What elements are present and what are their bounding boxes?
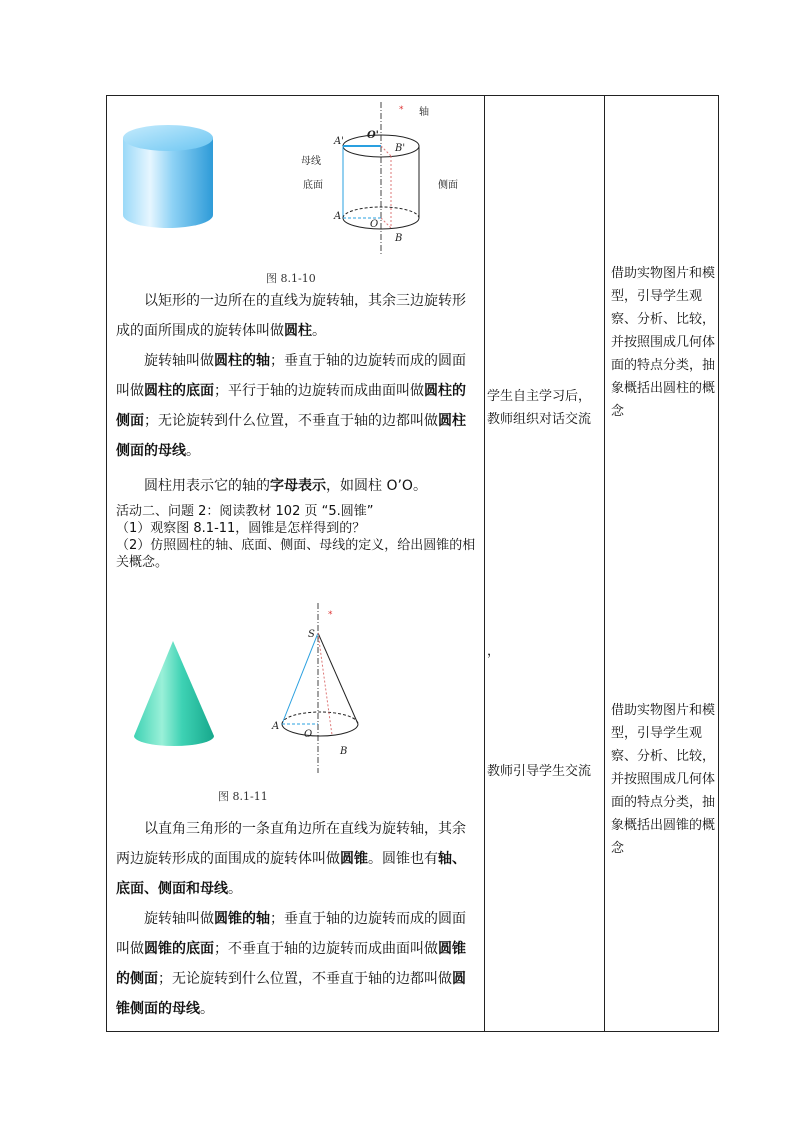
cylinder-definition xyxy=(116,286,476,346)
cone-definition xyxy=(116,814,476,904)
text-run: ，如圆柱 O’O。 xyxy=(326,478,427,494)
bold-term: 圆柱的轴 xyxy=(214,353,270,369)
bold-term: 轴、底面、侧面和母线 xyxy=(116,851,466,897)
student-activity-2: 教师引导学生交流 xyxy=(487,764,592,779)
cone-apex-s: S xyxy=(308,629,315,640)
text-run: 以直角三角形的一条直角边所在直线为旋转轴，其余两边旋转形成的面围成的旋转体叫做 xyxy=(116,821,466,867)
bold-term: 圆锥的侧面 xyxy=(116,941,466,987)
text-run: ；平行于轴的边旋转而成曲面叫做 xyxy=(214,383,424,399)
bold-term: 圆柱的底面 xyxy=(144,383,214,399)
lateral-label: 侧面 xyxy=(438,180,458,191)
design-intent-cone: 借助实物图片和模型，引导学生观察、分析、比较，并按照围成几何体面的特点分类，抽象概括出圆锥的概念 xyxy=(611,703,716,856)
design-intent-cylinder: 借助实物图片和模型，引导学生观察、分析、比较，并按照围成几何体面的特点分类，抽象概括出圆柱的概念 xyxy=(611,266,716,419)
text-run: 旋转轴叫做 xyxy=(144,911,214,927)
text-run: 。 xyxy=(200,1001,214,1017)
figure-caption-8-1-11: 图 8.1-11 xyxy=(218,790,268,803)
svg-text:*: * xyxy=(328,610,333,620)
content-column xyxy=(108,96,482,1030)
cone-point-o: O xyxy=(304,729,313,740)
bold-term: 圆锥侧面的母线 xyxy=(116,971,466,1017)
activity-2-title: 活动二、问题 2：阅读教材 102 页 “5.圆锥” xyxy=(116,504,374,519)
bold-term: 圆柱 xyxy=(284,323,312,339)
column-divider-2 xyxy=(604,95,605,1032)
cone-point-b: B xyxy=(340,746,348,757)
generatrix-label: 母线 xyxy=(301,156,321,167)
base-label: 底面 xyxy=(303,180,323,191)
text-run: 以矩形的一边所在的直线为旋转轴，其余三边旋转形成的面所围成的旋转体叫做 xyxy=(116,293,466,339)
student-activity-1: 学生自主学习后，教师组织对话交流 xyxy=(487,389,592,427)
bold-term: 圆锥的轴 xyxy=(214,911,270,927)
figure-caption-8-1-10: 图 8.1-10 xyxy=(266,272,316,285)
text-run: 旋转轴叫做 xyxy=(144,353,214,369)
text-run: 。 xyxy=(186,443,200,459)
cone-image xyxy=(130,636,220,751)
text-run: ；无论旋转到什么位置，不垂直于轴的边都叫做 xyxy=(144,413,438,429)
cylinder-image xyxy=(118,120,218,235)
text-run: ；垂直于轴的边旋转而成的圆面叫做 xyxy=(116,353,466,399)
point-b: B xyxy=(395,233,403,244)
text-run: 。 xyxy=(312,323,326,339)
bold-term: 圆锥的底面 xyxy=(144,941,214,957)
text-run: 圆柱用表示它的轴的 xyxy=(144,478,270,494)
bold-term: 圆柱侧面的母线 xyxy=(116,413,466,459)
cone-diagram xyxy=(270,601,380,776)
separator-comma: ， xyxy=(487,644,501,659)
activity-2-question-2: （2）仿照圆柱的轴、底面、侧面、母线的定义，给出圆锥的相关概念。 xyxy=(116,538,476,570)
bold-term: 字母表示 xyxy=(270,478,326,494)
text-run: ；无论旋转到什么位置，不垂直于轴的边都叫做 xyxy=(158,971,452,987)
cylinder-notation xyxy=(116,471,476,501)
point-o: O xyxy=(370,219,379,230)
point-a-prime: A' xyxy=(334,136,344,147)
bold-term: 圆柱的侧面 xyxy=(116,383,466,429)
point-o-prime: O' xyxy=(367,130,379,141)
cone-point-a: A xyxy=(272,721,280,732)
cylinder-parts-definition xyxy=(116,346,476,466)
text-run: 。 xyxy=(228,881,242,897)
point-a: A xyxy=(334,211,342,222)
text-run: 。圆锥也有 xyxy=(368,851,438,867)
point-b-prime: B' xyxy=(395,143,406,154)
text-run: ；不垂直于轴的边旋转而成曲面叫做 xyxy=(214,941,438,957)
bold-term: 圆锥 xyxy=(340,851,368,867)
axis-label: 轴 xyxy=(419,107,429,118)
activity-2-question-1: （1）观察图 8.1-11，圆锥是怎样得到的？ xyxy=(116,521,366,536)
cone-parts-definition xyxy=(116,904,476,1024)
svg-text:*: * xyxy=(399,105,404,115)
cylinder-diagram xyxy=(333,100,453,260)
text-run: ；垂直于轴的边旋转而成的圆面叫做 xyxy=(116,911,466,957)
